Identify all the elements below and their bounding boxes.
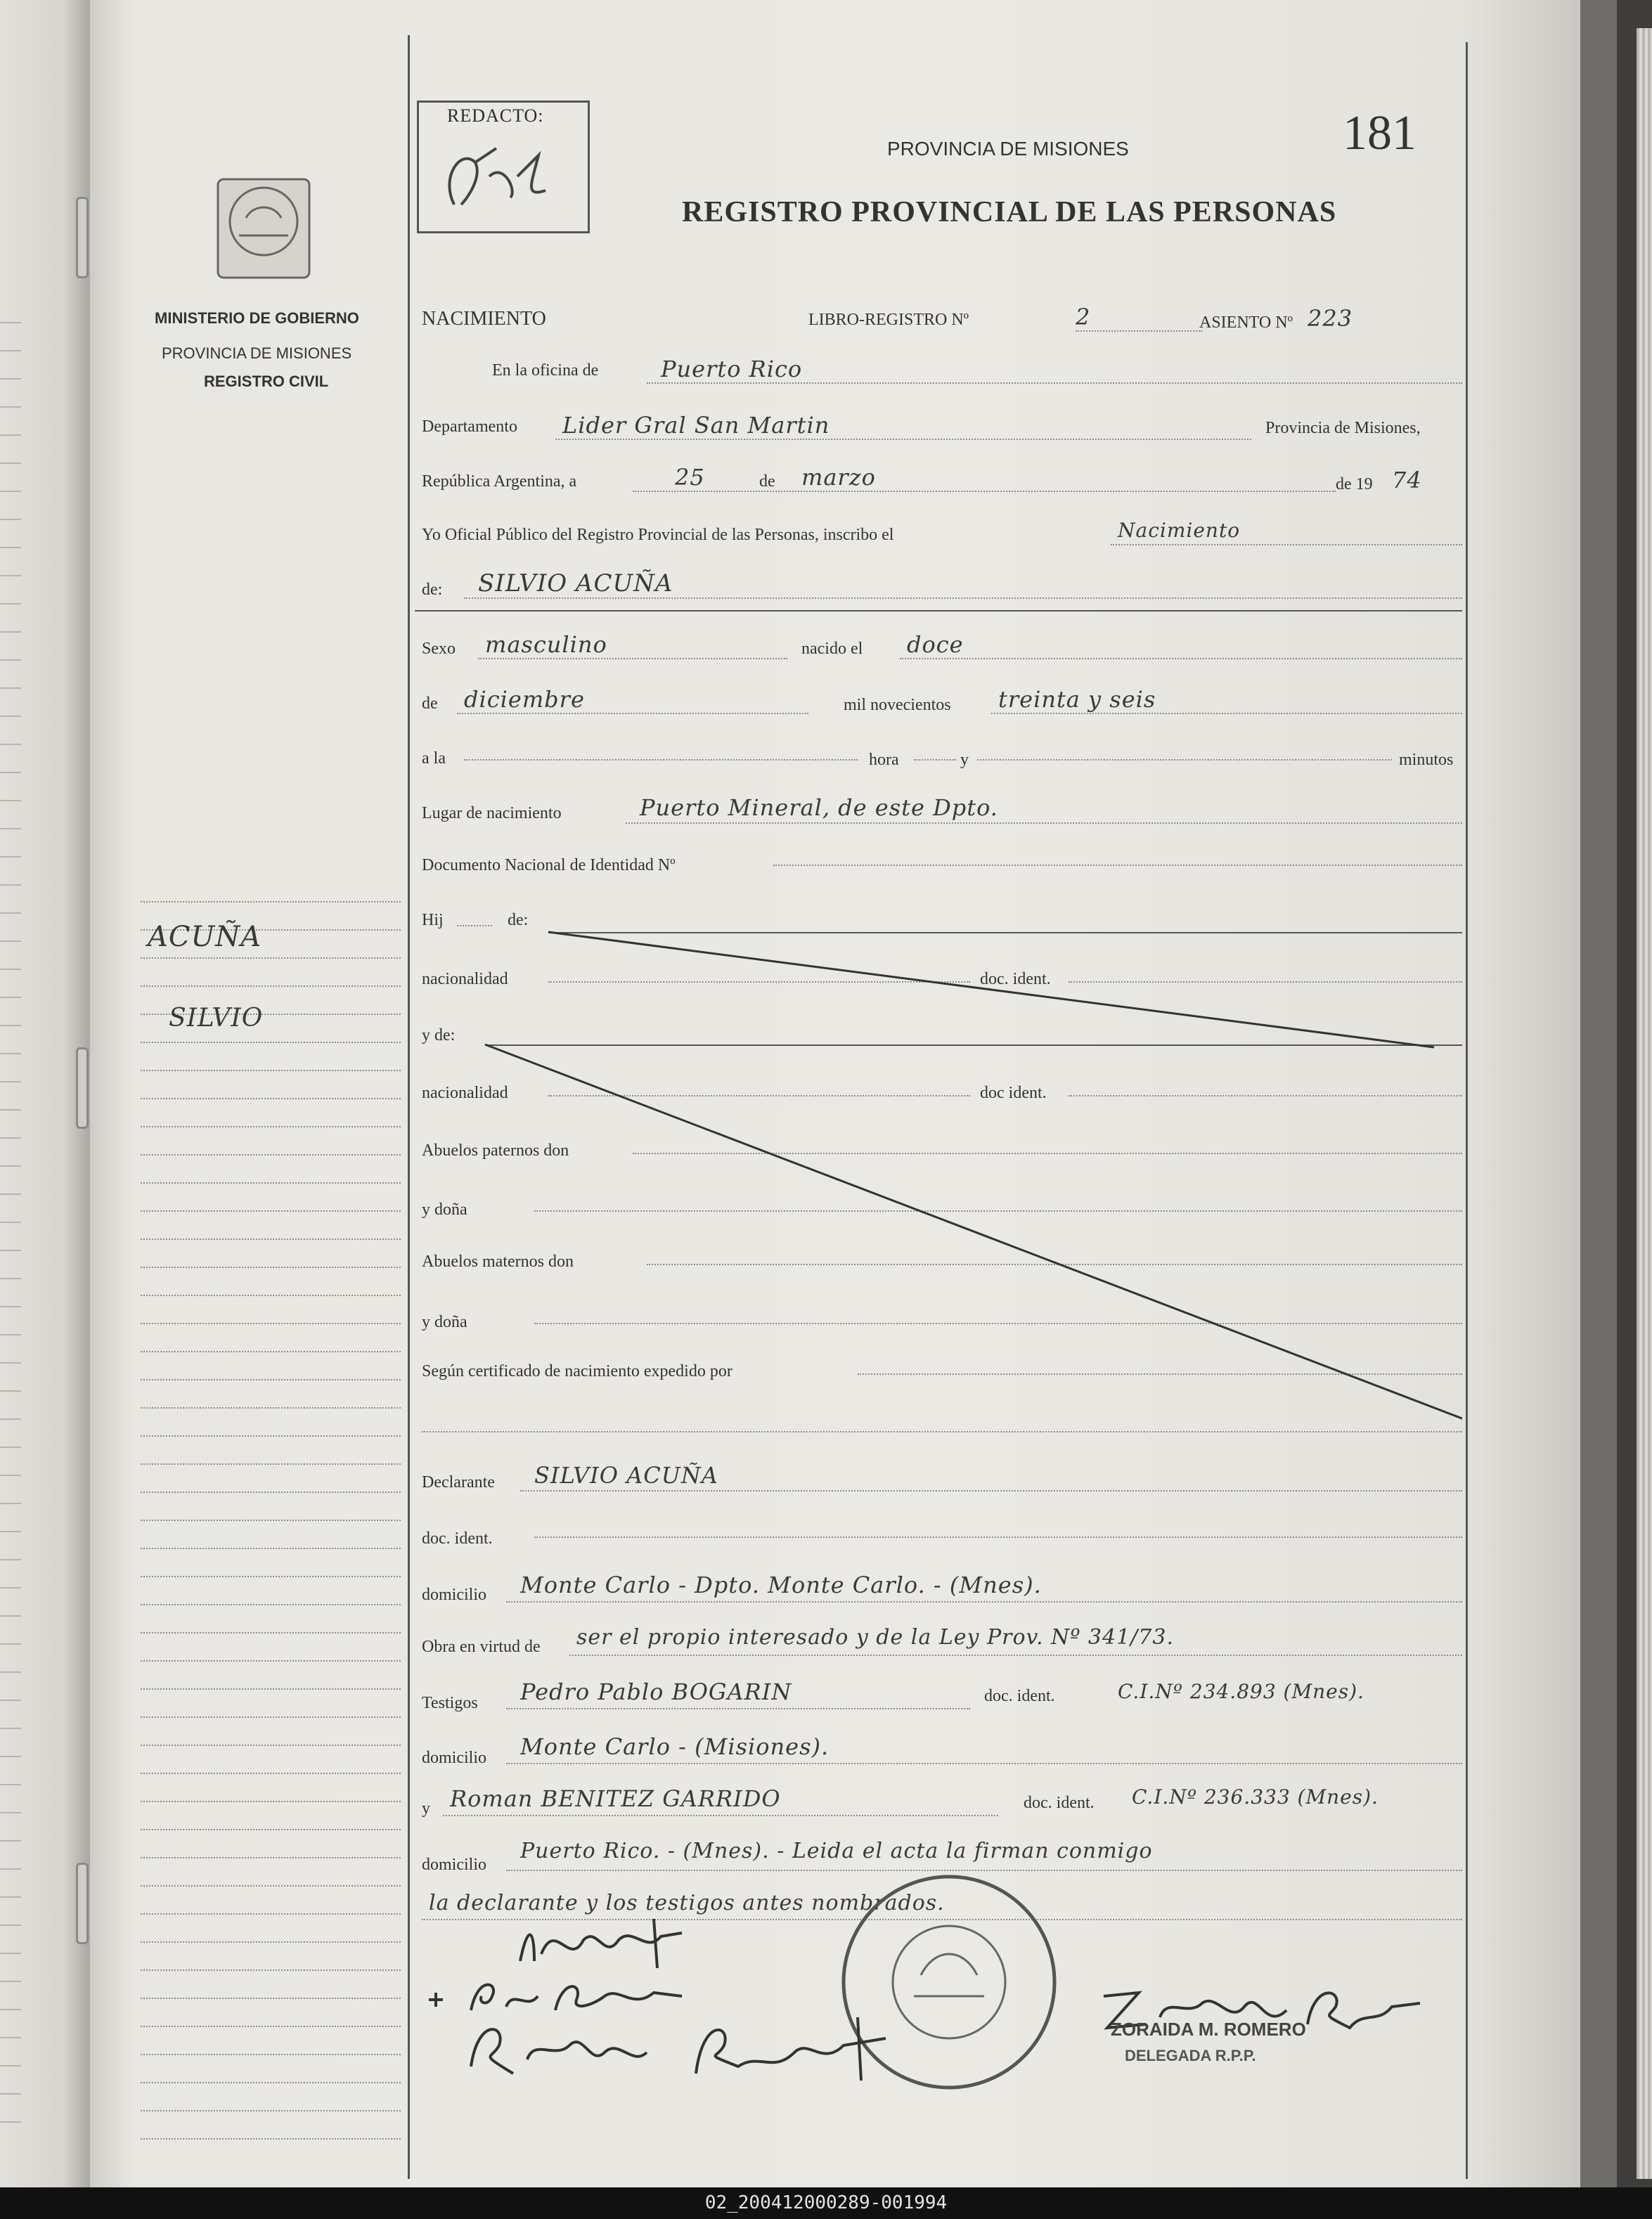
testigo2-value: Roman BENITEZ GARRIDO [450,1785,781,1812]
margin-ruled-line [141,1941,401,1943]
scan-identifier: 02_200412000289-001994 [0,2187,1652,2219]
ydona1-label: y doña [422,1201,467,1219]
margin-ruled-line [141,1492,401,1493]
margin-ruled-line [141,1801,401,1802]
registry-title: REGISTRO PROVINCIAL DE LAS PERSONAS [682,196,1337,228]
margin-ruled-line [141,1913,401,1915]
margin-ruled-line [141,1070,401,1071]
redacto-initials-signature [433,134,560,219]
docident2-label: doc ident. [980,1084,1047,1102]
birth-month-value: diciembre [464,686,585,713]
margin-ruled-line [141,1098,401,1099]
binding-hole [76,1047,89,1129]
margin-ruled-line [141,1998,401,1999]
oficial-label: Yo Oficial Público del Registro Provincial de las Personas, inscribo el [422,526,894,544]
form-right-border [1466,42,1468,2179]
ministry-registry: REGISTRO CIVIL [204,373,329,390]
birth-year-value: treinta y seis [998,686,1156,713]
domicilio3-value: Puerto Rico. - (Mnes). - Leida el acta la firman conmigo [520,1839,1153,1863]
abuelos-paternos-label: Abuelos paternos don [422,1141,569,1160]
officer-name: ZORAIDA M. ROMERO [1111,2019,1306,2040]
declarant-signature [513,1912,696,1975]
margin-ruled-line [141,1323,401,1324]
obra-value: ser el propio interesado y de la Ley Prov. Nº 341/73. [576,1625,1174,1650]
provincial-emblem-seal [211,169,316,288]
oficial-value: Nacimiento [1118,519,1241,542]
margin-ruled-line [141,2054,401,2055]
hij-label: Hij [422,911,444,929]
libro-label: LIBRO-REGISTRO Nº [808,311,969,329]
departamento-value: Lider Gral San Martin [562,412,830,439]
officer-title: DELEGADA R.P.P. [1125,2047,1256,2064]
margin-ruled-line [141,1210,401,1212]
month-value: marzo [801,464,876,491]
margin-ruled-line [141,1520,401,1521]
y-label: y [960,751,969,769]
margin-ruled-line [141,1435,401,1437]
ministry-province: PROVINCIA DE MISIONES [162,344,352,362]
hora-label: hora [869,751,899,769]
mil-label: mil novecientos [844,696,951,714]
docident3-label: doc. ident. [422,1529,493,1548]
margin-ruled-line [141,985,401,987]
year-prefix: de 19 [1336,475,1373,493]
redacto-box [417,101,590,233]
margin-ruled-line [141,901,401,903]
margin-ruled-line [141,1576,401,1577]
margin-ruled-line [141,1969,401,1971]
margin-ruled-line [141,1857,401,1858]
testigo2-doc: C.I.Nº 236.333 (Mnes). [1132,1785,1379,1809]
margin-ruled-line [141,1238,401,1240]
margin-ruled-line [141,1688,401,1690]
minutos-label: minutos [1399,751,1454,769]
nacido-label: nacido el [801,640,863,658]
de2-label: de [422,694,438,713]
republica-label: República Argentina, a [422,472,577,491]
asiento-label: ASIENTO Nº [1199,313,1293,332]
lugar-label: Lugar de nacimiento [422,804,562,822]
de-label: de [759,472,775,491]
margin-ruled-line [141,1379,401,1380]
libro-value: 2 [1076,304,1091,330]
margin-ruled-line [141,1267,401,1268]
margin-given-name: SILVIO [169,1004,264,1033]
y2-label: y [422,1799,430,1818]
provincia-suffix: Provincia de Misiones, [1265,419,1421,437]
ydona2-label: y doña [422,1313,467,1331]
yde-label: y de: [422,1026,456,1044]
testigo1-doc: C.I.Nº 234.893 (Mnes). [1118,1680,1364,1703]
margin-ruled-line [141,1126,401,1127]
margin-ruled-line [141,1351,401,1352]
domicilio2-label: domicilio [422,1749,486,1767]
binding-hole [76,1863,89,1944]
margin-ruled-line [141,1716,401,1718]
witness2-signature [464,2010,900,2088]
record-type: NACIMIENTO [422,308,546,330]
oficina-label: En la oficina de [492,361,599,380]
binding-hole [76,197,89,278]
ministry-name: MINISTERIO DE GOBIERNO [155,309,359,327]
departamento-label: Departamento [422,418,517,436]
declarante-label: Declarante [422,1473,495,1492]
ala-label: a la [422,749,446,768]
margin-ruled-line [141,2110,401,2111]
docident1-label: doc. ident. [980,970,1051,988]
sexo-label: Sexo [422,640,456,658]
margin-surname: ACUÑA [148,921,262,953]
day-value: 25 [675,464,705,491]
margin-ruled-line [141,1885,401,1887]
asiento-value: 223 [1308,305,1353,332]
margin-ruled-line [141,1407,401,1409]
abuelos-maternos-label: Abuelos maternos don [422,1253,574,1271]
nacionalidad2-label: nacionalidad [422,1084,508,1102]
page-stack-edge [1637,28,1652,2179]
margin-ruled-line [141,1745,401,1746]
margin-ruled-line [141,2082,401,2083]
closing-statement: la declarante y los testigos antes nombrados. [429,1891,945,1915]
margin-ruled-line [141,1182,401,1184]
docident4-label: doc. ident. [984,1687,1055,1705]
margin-ruled-line [141,1463,401,1465]
margin-ruled-line [141,957,401,959]
nacido-value: doce [907,631,964,658]
redacto-label: REDACTO: [447,105,544,126]
de-colon-label: de: [422,581,443,599]
margin-ruled-line [141,1660,401,1662]
margin-ruled-line [141,1604,401,1605]
margin-ruled-line [141,1548,401,1549]
margin-ruled-line [141,2026,401,2027]
margin-ruled-line [141,2138,401,2140]
cancellation-strokes [408,914,1462,1462]
testigo1-value: Pedro Pablo BOGARIN [520,1678,792,1705]
hij-de-label: de: [508,911,529,929]
dni-label: Documento Nacional de Identidad Nº [422,856,676,874]
testigos-label: Testigos [422,1694,478,1712]
lugar-value: Puerto Mineral, de este Dpto. [640,794,998,821]
domicilio1-value: Monte Carlo - Dpto. Monte Carlo. - (Mnes). [520,1572,1042,1598]
province-heading: PROVINCIA DE MISIONES [887,138,1129,160]
domicilio1-label: domicilio [422,1586,486,1604]
margin-ruled-line [141,1042,401,1043]
year-value: 74 [1392,467,1422,493]
oficina-value: Puerto Rico [661,356,803,382]
subject-name: SILVIO ACUÑA [478,569,673,597]
domicilio3-label: domicilio [422,1856,486,1874]
margin-ruled-line [141,1154,401,1156]
docident5-label: doc. ident. [1024,1794,1095,1812]
certificado-label: Según certificado de nacimiento expedido por [422,1362,733,1380]
page-number: 181 [1343,106,1417,160]
obra-label: Obra en virtud de [422,1638,541,1656]
domicilio2-value: Monte Carlo - (Misiones). [520,1733,830,1760]
sexo-value: masculino [485,631,607,658]
declarante-value: SILVIO ACUÑA [534,1462,718,1489]
margin-ruled-line [141,1295,401,1296]
margin-ruled-line [141,1773,401,1774]
margin-ruled-line [141,1829,401,1830]
nacionalidad1-label: nacionalidad [422,970,508,988]
margin-ruled-line [141,1632,401,1633]
